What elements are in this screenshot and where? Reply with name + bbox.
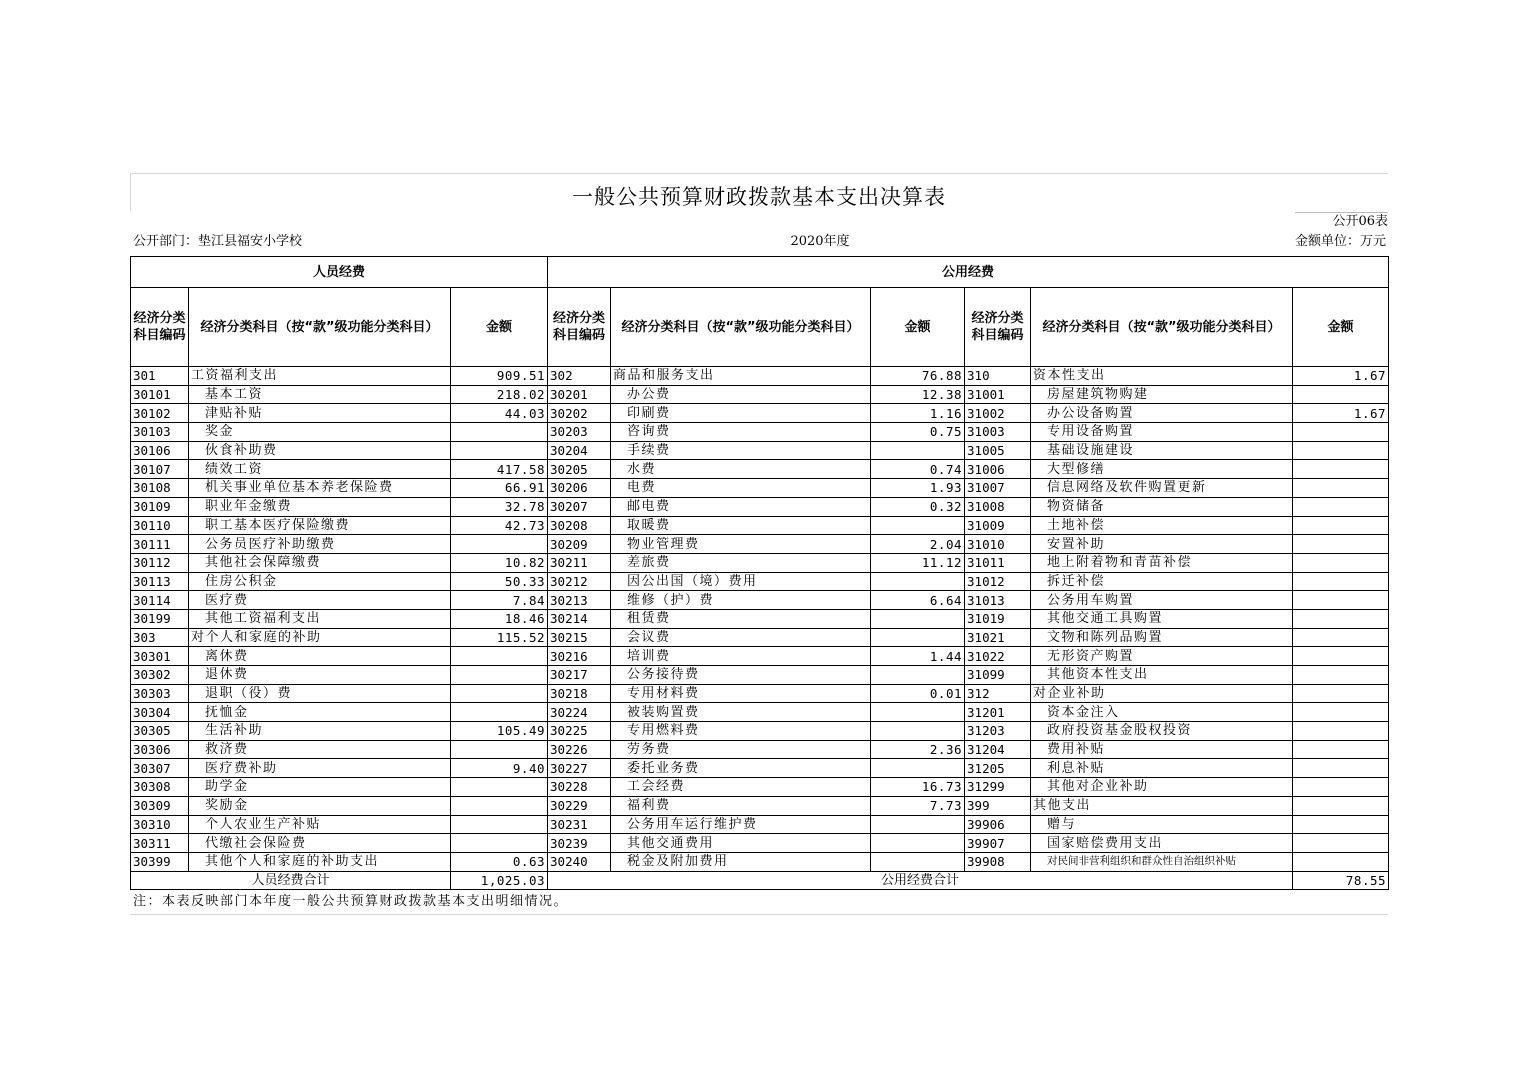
col-header-name: 经济分类科目（按“款”级功能分类科目）: [1031, 288, 1293, 367]
item-amount: 66.91: [451, 479, 548, 498]
item-code: 31011: [965, 553, 1031, 572]
item-amount: [1293, 834, 1389, 853]
item-name: 职业年金缴费: [189, 497, 451, 516]
item-name: 培训费: [611, 647, 871, 666]
item-code: 31012: [965, 572, 1031, 591]
item-name: 拆迁补偿: [1031, 572, 1293, 591]
item-amount: [451, 834, 548, 853]
item-amount: [871, 516, 965, 535]
item-name: 印刷费: [611, 404, 871, 423]
section-public: 公用经费: [548, 257, 1389, 288]
item-code: 30207: [548, 497, 611, 516]
table-row: [131, 385, 1389, 404]
item-code: 39907: [965, 834, 1031, 853]
item-amount: [1293, 385, 1389, 404]
item-amount: [871, 815, 965, 834]
table-row: [131, 460, 1389, 479]
item-code: 30218: [548, 684, 611, 703]
item-name: 大型修缮: [1031, 460, 1293, 479]
item-code: 30111: [131, 535, 189, 554]
table-row: [131, 497, 1389, 516]
item-code: 30311: [131, 834, 189, 853]
item-code: 30228: [548, 778, 611, 797]
item-code: 30309: [131, 796, 189, 815]
item-amount: [1293, 684, 1389, 703]
item-code: 30113: [131, 572, 189, 591]
col-header-amount: 金额: [1293, 288, 1389, 367]
item-amount: 6.64: [871, 591, 965, 610]
item-name: 公务用车运行维护费: [611, 815, 871, 834]
item-amount: 44.03: [451, 404, 548, 423]
item-code: 30217: [548, 666, 611, 685]
table-row: [131, 516, 1389, 535]
item-name: 代缴社会保险费: [189, 834, 451, 853]
item-amount: [1293, 441, 1389, 460]
table-row: [131, 441, 1389, 460]
item-code: 30306: [131, 740, 189, 759]
item-code: 30310: [131, 815, 189, 834]
item-code: 31002: [965, 404, 1031, 423]
item-name: 对民间非营利组织和群众性自治组织补贴: [1031, 852, 1293, 871]
item-code: 30206: [548, 479, 611, 498]
col-header-name: 经济分类科目（按“款”级功能分类科目）: [189, 288, 451, 367]
item-code: 30211: [548, 553, 611, 572]
item-code: 39908: [965, 852, 1031, 871]
item-name: 机关事业单位基本养老保险费: [189, 479, 451, 498]
item-code: 31205: [965, 759, 1031, 778]
item-amount: [1293, 516, 1389, 535]
item-code: 30303: [131, 684, 189, 703]
item-name: 因公出国（境）费用: [611, 572, 871, 591]
item-name: 会议费: [611, 628, 871, 647]
footnote: 注：本表反映部门本年度一般公共预算财政拨款基本支出明细情况。: [133, 894, 569, 909]
totals-row: [131, 871, 1389, 890]
fiscal-year: 2020年度: [790, 234, 850, 249]
column-header-row: [131, 288, 1389, 367]
item-code: 30229: [548, 796, 611, 815]
item-code: 30102: [131, 404, 189, 423]
item-name: 利息补贴: [1031, 759, 1293, 778]
item-name: 咨询费: [611, 423, 871, 442]
item-amount: 0.32: [871, 497, 965, 516]
table-row: [131, 647, 1389, 666]
item-amount: [1293, 460, 1389, 479]
item-amount: 2.36: [871, 740, 965, 759]
item-code: 30216: [548, 647, 611, 666]
item-name: 福利费: [611, 796, 871, 815]
item-code: 303: [131, 628, 189, 647]
table-row: [131, 778, 1389, 797]
table-row: [131, 666, 1389, 685]
item-name: 资本性支出: [1031, 367, 1293, 386]
item-name: 津贴补贴: [189, 404, 451, 423]
item-name: 绩效工资: [189, 460, 451, 479]
personnel-total-label: 人员经费合计: [131, 871, 451, 890]
item-code: 312: [965, 684, 1031, 703]
table-row: [131, 572, 1389, 591]
item-code: 30208: [548, 516, 611, 535]
item-code: 31007: [965, 479, 1031, 498]
item-amount: [1293, 647, 1389, 666]
personnel-total-amount: 1,025.03: [451, 871, 548, 890]
department-label: 公开部门：垫江县福安小学校: [133, 234, 303, 249]
item-name: 差旅费: [611, 553, 871, 572]
item-amount: 11.12: [871, 553, 965, 572]
item-code: 30227: [548, 759, 611, 778]
item-name: 文物和陈列品购置: [1031, 628, 1293, 647]
item-name: 其他交通费用: [611, 834, 871, 853]
item-code: 30199: [131, 609, 189, 628]
item-code: 30202: [548, 404, 611, 423]
table-row: [131, 722, 1389, 741]
item-amount: [871, 666, 965, 685]
item-amount: [1293, 479, 1389, 498]
table-row: [131, 535, 1389, 554]
item-amount: 115.52: [451, 628, 548, 647]
table-row: [131, 852, 1389, 871]
item-name: 物业管理费: [611, 535, 871, 554]
item-amount: 105.49: [451, 722, 548, 741]
item-name: 助学金: [189, 778, 451, 797]
item-name: 商品和服务支出: [611, 367, 871, 386]
table-row: [131, 834, 1389, 853]
item-amount: [451, 535, 548, 554]
item-code: 310: [965, 367, 1031, 386]
item-amount: [1293, 572, 1389, 591]
item-code: 30307: [131, 759, 189, 778]
item-amount: 0.01: [871, 684, 965, 703]
item-amount: [451, 647, 548, 666]
table-number: 公开06表: [1295, 212, 1388, 230]
item-name: 费用补贴: [1031, 740, 1293, 759]
item-amount: [871, 441, 965, 460]
item-name: 税金及附加费用: [611, 852, 871, 871]
public-total-amount: 78.55: [1293, 871, 1389, 890]
public-total-label: 公用经费合计: [548, 871, 1293, 890]
item-code: 30214: [548, 609, 611, 628]
item-amount: [1293, 591, 1389, 610]
item-amount: [1293, 535, 1389, 554]
item-code: 31003: [965, 423, 1031, 442]
item-name: 退职（役）费: [189, 684, 451, 703]
col-header-amount: 金额: [451, 288, 548, 367]
item-name: 其他个人和家庭的补助支出: [189, 852, 451, 871]
item-code: 30399: [131, 852, 189, 871]
item-code: 30240: [548, 852, 611, 871]
item-code: 31006: [965, 460, 1031, 479]
item-name: 办公费: [611, 385, 871, 404]
item-code: 30106: [131, 441, 189, 460]
table-row: [131, 759, 1389, 778]
item-amount: 2.04: [871, 535, 965, 554]
item-code: 31019: [965, 609, 1031, 628]
table-row: [131, 609, 1389, 628]
table-row: [131, 815, 1389, 834]
item-code: 30209: [548, 535, 611, 554]
item-code: 30305: [131, 722, 189, 741]
item-code: 30304: [131, 703, 189, 722]
item-amount: [451, 740, 548, 759]
item-name: 离休费: [189, 647, 451, 666]
item-code: 31013: [965, 591, 1031, 610]
item-amount: [451, 815, 548, 834]
item-amount: 1.44: [871, 647, 965, 666]
item-name: 维修（护）费: [611, 591, 871, 610]
item-code: 31008: [965, 497, 1031, 516]
item-code: 30114: [131, 591, 189, 610]
item-amount: 1.67: [1293, 404, 1389, 423]
item-name: 对个人和家庭的补助: [189, 628, 451, 647]
item-name: 其他资本性支出: [1031, 666, 1293, 685]
item-name: 奖金: [189, 423, 451, 442]
item-name: 职工基本医疗保险缴费: [189, 516, 451, 535]
item-name: 其他社会保障缴费: [189, 553, 451, 572]
section-header-row: [131, 257, 1389, 288]
item-name: 公务用车购置: [1031, 591, 1293, 610]
item-code: 30226: [548, 740, 611, 759]
col-header-name: 经济分类科目（按“款”级功能分类科目）: [611, 288, 871, 367]
table-row: [131, 628, 1389, 647]
item-name: 取暖费: [611, 516, 871, 535]
item-code: 30239: [548, 834, 611, 853]
item-name: 土地补偿: [1031, 516, 1293, 535]
item-amount: 18.46: [451, 609, 548, 628]
report-title: 一般公共预算财政拨款基本支出决算表: [572, 185, 946, 209]
item-amount: 0.75: [871, 423, 965, 442]
item-amount: 9.40: [451, 759, 548, 778]
item-name: 信息网络及软件购置更新: [1031, 479, 1293, 498]
item-code: 31009: [965, 516, 1031, 535]
item-amount: [871, 834, 965, 853]
item-code: 30215: [548, 628, 611, 647]
item-amount: [451, 666, 548, 685]
item-amount: [451, 778, 548, 797]
item-name: 赠与: [1031, 815, 1293, 834]
item-code: 30302: [131, 666, 189, 685]
item-amount: [871, 759, 965, 778]
item-name: 基本工资: [189, 385, 451, 404]
item-amount: [1293, 740, 1389, 759]
item-name: 基础设施建设: [1031, 441, 1293, 460]
item-name: 退休费: [189, 666, 451, 685]
table-row: [131, 367, 1389, 386]
table-row: [131, 404, 1389, 423]
item-amount: [451, 423, 548, 442]
footnote-divider: [130, 914, 1388, 915]
table-row: [131, 703, 1389, 722]
item-amount: [871, 852, 965, 871]
col-header-code: 经济分类科目编码: [131, 288, 189, 367]
item-code: 31005: [965, 441, 1031, 460]
item-name: 房屋建筑物购建: [1031, 385, 1293, 404]
item-code: 30108: [131, 479, 189, 498]
item-amount: [1293, 423, 1389, 442]
item-name: 公务接待费: [611, 666, 871, 685]
item-code: 30224: [548, 703, 611, 722]
table-row: [131, 423, 1389, 442]
item-name: 委托业务费: [611, 759, 871, 778]
item-amount: 0.74: [871, 460, 965, 479]
item-name: 伙食补助费: [189, 441, 451, 460]
table-row: [131, 684, 1389, 703]
item-name: 被装购置费: [611, 703, 871, 722]
amount-unit: 金额单位：万元: [1294, 234, 1386, 249]
item-code: 30101: [131, 385, 189, 404]
item-code: 31204: [965, 740, 1031, 759]
item-name: 其他工资福利支出: [189, 609, 451, 628]
item-amount: [1293, 609, 1389, 628]
item-amount: 12.38: [871, 385, 965, 404]
item-code: 30107: [131, 460, 189, 479]
item-amount: [1293, 852, 1389, 871]
item-name: 邮电费: [611, 497, 871, 516]
item-amount: [451, 684, 548, 703]
item-amount: 0.63: [451, 852, 548, 871]
item-amount: [871, 609, 965, 628]
item-name: 电费: [611, 479, 871, 498]
item-amount: [1293, 497, 1389, 516]
item-name: 无形资产购置: [1031, 647, 1293, 666]
item-amount: [1293, 628, 1389, 647]
item-name: 水费: [611, 460, 871, 479]
item-amount: [871, 628, 965, 647]
item-amount: [1293, 553, 1389, 572]
table-row: [131, 796, 1389, 815]
item-code: 30301: [131, 647, 189, 666]
item-amount: 1.67: [1293, 367, 1389, 386]
item-amount: 218.02: [451, 385, 548, 404]
item-name: 住房公积金: [189, 572, 451, 591]
item-code: 31010: [965, 535, 1031, 554]
table-row: [131, 591, 1389, 610]
item-amount: [1293, 722, 1389, 741]
item-name: 工会经费: [611, 778, 871, 797]
item-name: 医疗费补助: [189, 759, 451, 778]
item-code: 31021: [965, 628, 1031, 647]
item-code: 31099: [965, 666, 1031, 685]
item-code: 31001: [965, 385, 1031, 404]
item-code: 30308: [131, 778, 189, 797]
item-amount: [1293, 703, 1389, 722]
top-border: [130, 173, 1388, 174]
section-personnel: 人员经费: [131, 257, 548, 288]
item-name: 对企业补助: [1031, 684, 1293, 703]
col-header-amount: 金额: [871, 288, 965, 367]
item-amount: [1293, 815, 1389, 834]
table-row: [131, 479, 1389, 498]
item-name: 手续费: [611, 441, 871, 460]
item-name: 抚恤金: [189, 703, 451, 722]
item-code: 30109: [131, 497, 189, 516]
item-name: 劳务费: [611, 740, 871, 759]
item-code: 399: [965, 796, 1031, 815]
item-amount: 1.93: [871, 479, 965, 498]
item-code: 30225: [548, 722, 611, 741]
item-amount: [871, 703, 965, 722]
item-name: 国家赔偿费用支出: [1031, 834, 1293, 853]
item-code: 30231: [548, 815, 611, 834]
item-code: 30110: [131, 516, 189, 535]
item-name: 其他对企业补助: [1031, 778, 1293, 797]
item-name: 其他支出: [1031, 796, 1293, 815]
item-code: 30212: [548, 572, 611, 591]
item-name: 生活补助: [189, 722, 451, 741]
item-amount: [451, 703, 548, 722]
item-code: 301: [131, 367, 189, 386]
item-code: 30204: [548, 441, 611, 460]
item-amount: 417.58: [451, 460, 548, 479]
item-name: 其他交通工具购置: [1031, 609, 1293, 628]
item-amount: [1293, 796, 1389, 815]
item-name: 医疗费: [189, 591, 451, 610]
item-amount: 42.73: [451, 516, 548, 535]
item-name: 专用燃料费: [611, 722, 871, 741]
item-name: 办公设备购置: [1031, 404, 1293, 423]
item-name: 工资福利支出: [189, 367, 451, 386]
item-amount: 16.73: [871, 778, 965, 797]
item-amount: 7.84: [451, 591, 548, 610]
item-name: 奖励金: [189, 796, 451, 815]
item-code: 302: [548, 367, 611, 386]
item-amount: [1293, 759, 1389, 778]
item-name: 物资储备: [1031, 497, 1293, 516]
item-code: 31203: [965, 722, 1031, 741]
item-name: 专用材料费: [611, 684, 871, 703]
col-header-code: 经济分类科目编码: [965, 288, 1031, 367]
item-amount: 76.88: [871, 367, 965, 386]
item-amount: [451, 441, 548, 460]
item-amount: [871, 722, 965, 741]
item-code: 30213: [548, 591, 611, 610]
item-name: 租赁费: [611, 609, 871, 628]
item-amount: 50.33: [451, 572, 548, 591]
col-header-code: 经济分类科目编码: [548, 288, 611, 367]
item-code: 39906: [965, 815, 1031, 834]
item-name: 资本金注入: [1031, 703, 1293, 722]
item-code: 31022: [965, 647, 1031, 666]
item-name: 安置补助: [1031, 535, 1293, 554]
item-code: 30201: [548, 385, 611, 404]
item-code: 30103: [131, 423, 189, 442]
item-amount: [1293, 666, 1389, 685]
item-name: 政府投资基金股权投资: [1031, 722, 1293, 741]
item-amount: [1293, 778, 1389, 797]
item-code: 31299: [965, 778, 1031, 797]
item-code: 30203: [548, 423, 611, 442]
item-code: 30205: [548, 460, 611, 479]
table-row: [131, 553, 1389, 572]
item-amount: [871, 572, 965, 591]
table-row: [131, 740, 1389, 759]
item-code: 30112: [131, 553, 189, 572]
item-name: 地上附着物和青苗补偿: [1031, 553, 1293, 572]
item-amount: 7.73: [871, 796, 965, 815]
item-name: 救济费: [189, 740, 451, 759]
item-code: 31201: [965, 703, 1031, 722]
expenditure-table: [130, 256, 1389, 890]
item-amount: 32.78: [451, 497, 548, 516]
item-name: 专用设备购置: [1031, 423, 1293, 442]
item-amount: 10.82: [451, 553, 548, 572]
item-name: 个人农业生产补贴: [189, 815, 451, 834]
item-amount: [451, 796, 548, 815]
item-name: 公务员医疗补助缴费: [189, 535, 451, 554]
item-amount: 1.16: [871, 404, 965, 423]
item-amount: 909.51: [451, 367, 548, 386]
